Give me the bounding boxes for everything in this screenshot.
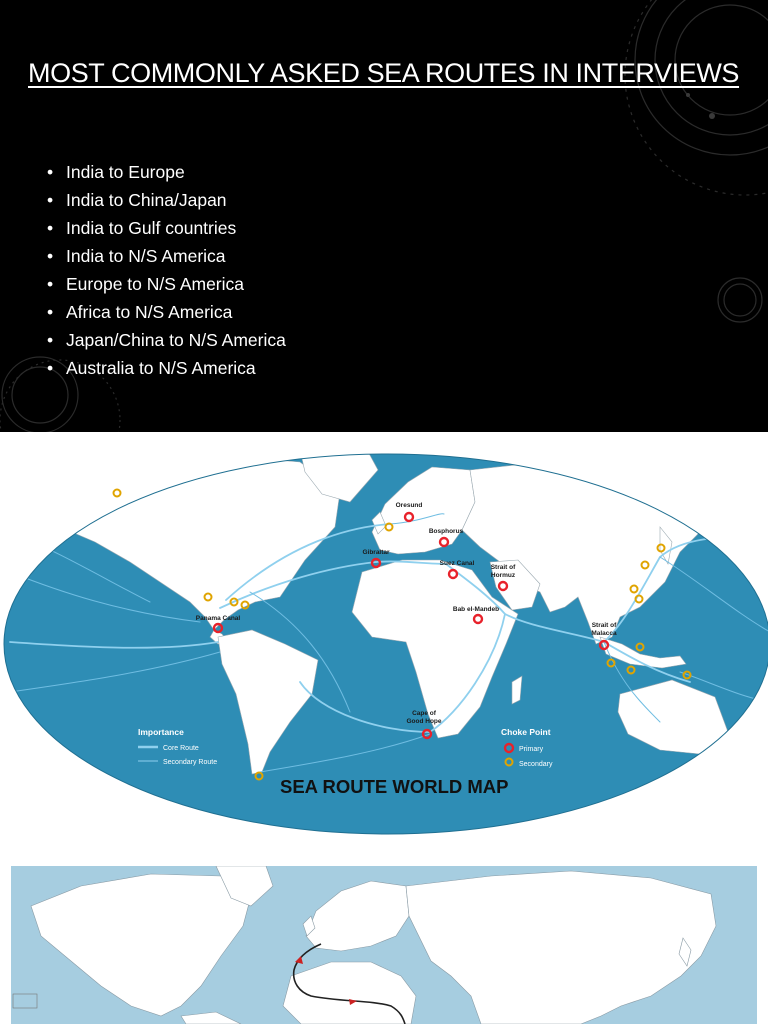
oresund-label: Oresund <box>395 502 423 509</box>
bullet-icon: • <box>47 162 54 182</box>
landmasses <box>31 866 716 1024</box>
map-caption: SEA ROUTE WORLD MAP <box>280 776 509 797</box>
list-item <box>47 214 286 242</box>
panama-label: Panama Canal <box>195 615 241 622</box>
bullet-icon: • <box>47 218 54 238</box>
bullet-icon: • <box>47 358 54 378</box>
list-item-label: India to China/Japan <box>66 190 227 210</box>
list-item <box>47 186 286 214</box>
hormuz-label-2: Hormuz <box>490 572 516 579</box>
bullet-icon: • <box>47 190 54 210</box>
malacca-label-1: Strait of <box>591 622 617 629</box>
list-item-label: India to N/S America <box>66 246 226 266</box>
legend-secondary: Secondary <box>519 761 553 768</box>
list-item <box>47 270 286 298</box>
list-item-label: Europe to N/S America <box>66 274 244 294</box>
legend-core-route: Core Route <box>163 745 199 752</box>
list-item <box>47 158 286 186</box>
list-item-label: India to Gulf countries <box>66 218 237 238</box>
malacca-label-2: Malacca <box>591 630 617 637</box>
list-item-label: Japan/China to N/S America <box>66 330 286 350</box>
legend-secondary-route: Secondary Route <box>163 759 218 766</box>
route-list <box>47 158 286 382</box>
legend-primary: Primary <box>519 746 544 753</box>
list-item <box>47 326 286 354</box>
list-item <box>47 242 286 270</box>
bosphorus-label: Bosphorus <box>428 528 464 535</box>
list-item <box>47 354 286 382</box>
suez-label: Suez Canal <box>439 560 475 567</box>
hormuz-label-1: Strait of <box>490 564 516 571</box>
bullet-icon: • <box>47 246 54 266</box>
legend-choke-title: Choke Point <box>501 727 551 737</box>
bab-el-mandeb-label: Bab el-Mandeb <box>452 606 500 613</box>
list-item-label: Africa to N/S America <box>66 302 233 322</box>
gibraltar-label: Gibraltar <box>362 549 390 556</box>
cape-label-1: Cape of <box>412 710 436 717</box>
sea-route-world-map <box>0 432 768 838</box>
list-item <box>47 298 286 326</box>
legend-importance-title: Importance <box>138 727 184 737</box>
second-world-map <box>11 866 757 1024</box>
list-item-label: Australia to N/S America <box>66 358 256 378</box>
page-title: MOST COMMONLY ASKED SEA ROUTES IN INTERVIEWS <box>28 58 740 88</box>
list-item-label: India to Europe <box>66 162 185 182</box>
bullet-icon: • <box>47 330 54 350</box>
cape-label-2: Good Hope <box>406 718 442 725</box>
bullet-icon: • <box>47 274 54 294</box>
route-map-svg <box>11 866 757 1024</box>
new-zealand-land <box>740 742 748 770</box>
bullet-icon: • <box>47 302 54 322</box>
title-slide <box>0 0 768 432</box>
